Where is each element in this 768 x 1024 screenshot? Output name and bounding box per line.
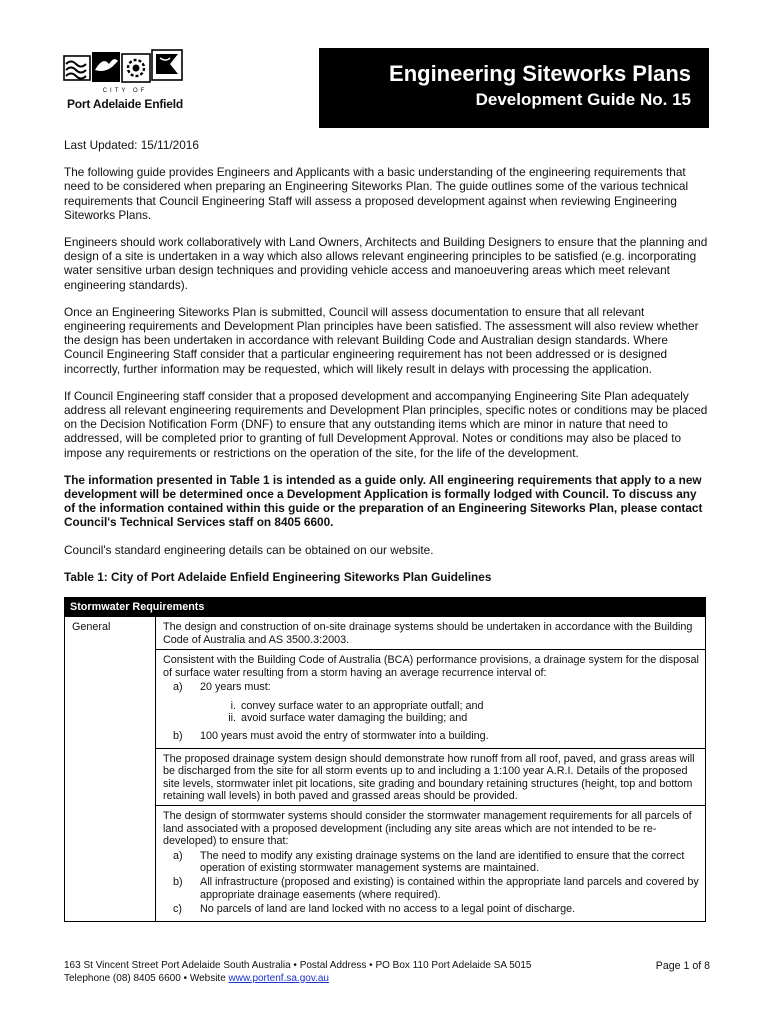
list-item [163,730,699,742]
list-marker: a) [173,681,183,694]
requirement-list [163,850,699,916]
waves-tile-icon [64,56,90,80]
document-body [64,138,708,922]
list-marker: b) [173,876,183,889]
conditions-paragraph: If Council Engineering staff consider that a proposed development and accompanying Engineering Site Plan adequately address all relevant engineering requirements and Development Plan principles, specific notes or conditions may be placed on the Decision Notification Form (DNF) to ensure that any outstanding items which are minor in nature that need to addressed, will be completed prior to granting of full Development Approval. Notes or conditions may also be placed to impose any requirements or restrictions on the operation of the site, for the life of the development. [64,388,708,460]
guidance-note: The information presented in Table 1 is intended as a guide only. All engineering requirements that apply to a new development will be determined once a Development Application is formally lodged with Council. To discuss any of the information contained within this guide or the preparation of an Engineering Siteworks Plan, please contact Council's Technical Services staff on 8405 6600. [64,472,703,530]
table-row [65,806,706,921]
requirement-cell: The design and construction of on-site drainage systems should be undertaken in accordance with the Building Code of Australia and AS 3500.3:2003. [156,617,706,650]
section-header: Stormwater Requirements [65,598,706,617]
council-emblem-icon [62,48,188,88]
logo-city-label: CITY OF [102,88,148,94]
list-item [163,850,699,875]
council-logo [62,48,188,120]
list-item-text: 20 years must: [200,681,271,694]
table-row [65,617,706,650]
requirement-cell [156,806,706,921]
list-item [163,681,699,724]
intro-paragraph: The following guide provides Engineers and Applicants with a basic understanding of the engineering requirements that need to be considered when preparing an Engineering Siteworks Plan. The guide outlines some of the various technical requirements that Council Engineering Staff will assess a proposed development against when reviewing Engineering Siteworks Plans. [64,165,689,222]
website-note: Council's standard engineering details can be obtained on our website. [64,542,434,557]
page-footer [64,960,710,985]
table-caption: Table 1: City of Port Adelaide Enfield Engineering Siteworks Plan Guidelines [64,569,492,584]
last-updated: Last Updated: 15/11/2016 [64,138,199,152]
requirement-cell: The proposed drainage system design should demonstrate how runoff from all roof, paved, and grass areas will be discharged from the site for all storm events up to and including a 1:100 year A.R.I. Details of the proposed site levels, stormwater inlet pit locations, site grading and boundary retaining structures (height, top and bottom retaining wall levels) in both paved and grassed areas should be provided. [156,748,706,806]
list-item-text: The need to modify any existing drainage systems on the land are identified to ensure that the correct operation of existing stormwater management systems are maintained. [200,849,685,874]
footer-address: 163 St Vincent Street Port Adelaide South Australia • Postal Address • PO Box 110 Port Adelaide SA 5015 [64,960,532,971]
list-item-text: All infrastructure (proposed and existing) is contained within the appropriate land parcels and covered by appropriate drainage easements (where required). [200,876,699,901]
sub-list-item [200,712,699,724]
table-row [65,748,706,806]
document-title: Engineering Siteworks Plans [389,61,691,86]
requirement-intro: The design of stormwater systems should consider the stormwater management requirements for all parcels of land associated with a proposed development (including any site areas which are not intended to be re-developed) to ensure that: [163,810,692,848]
sun-tile-icon [122,54,150,82]
footer-telephone: Telephone (08) 8405 6600 • Website [64,972,229,984]
list-marker: b) [173,730,183,743]
list-item-text: avoid surface water damaging the building; and [241,711,468,724]
list-item-text: 100 years must avoid the entry of stormwater into a building. [200,730,489,743]
list-marker: i. [230,699,236,712]
document-subtitle: Development Guide No. 15 [475,90,691,109]
requirement-list [163,681,699,743]
guidelines-table [64,597,706,922]
category-cell: General [65,617,156,921]
list-item [163,876,699,901]
list-marker: a) [173,849,183,862]
sub-list-item [200,700,699,712]
footer-contact [64,973,710,986]
list-marker: c) [173,903,182,916]
requirement-cell [156,650,706,748]
list-item-text: convey surface water to an appropriate outfall; and [241,699,484,712]
title-banner [319,48,709,128]
bird-tile-icon [92,52,120,82]
collaboration-paragraph: Engineers should work collaboratively with Land Owners, Architects and Building Designers to ensure that the planning and design of a site is undertaken in a way which also allows relevant engineering principles to be satisfied (e.g. incorporating water sensitive urban design techniques and providing vehicle access and manoeuvering areas which meet relevant engineering standards). [64,235,708,292]
assessment-paragraph: Once an Engineering Siteworks Plan is submitted, Council will assess documentation to ensure that all relevant engineering requirements and Development Plan principles have been satisfied. The assessment will also review whether the design has been undertaken in accordance with relevant Building Code and Australian design standards. Where Council Engineering Staff consider that a particular engineering requirement has not been addressed or is designed incorrectly, further information may be requested, which will likely result in delays with processing the application. [64,304,699,376]
logo-council-name: Port Adelaide Enfield [66,97,184,111]
list-item [163,903,699,915]
table-row [65,650,706,748]
website-link[interactable]: www.portenf.sa.gov.au [228,972,329,984]
page-number: Page 1 of 8 [655,960,710,972]
table-header-row [65,598,706,617]
flag-tile-icon [152,50,182,80]
requirement-intro: Consistent with the Building Code of Australia (BCA) performance provisions, a drainage system for the disposal of surface water resulting from a storm having an average recurrence interval of: [163,654,699,679]
list-marker: ii. [228,711,236,724]
list-item-text: No parcels of land are land locked with no access to a legal point of discharge. [200,903,576,916]
sub-list [200,700,699,725]
